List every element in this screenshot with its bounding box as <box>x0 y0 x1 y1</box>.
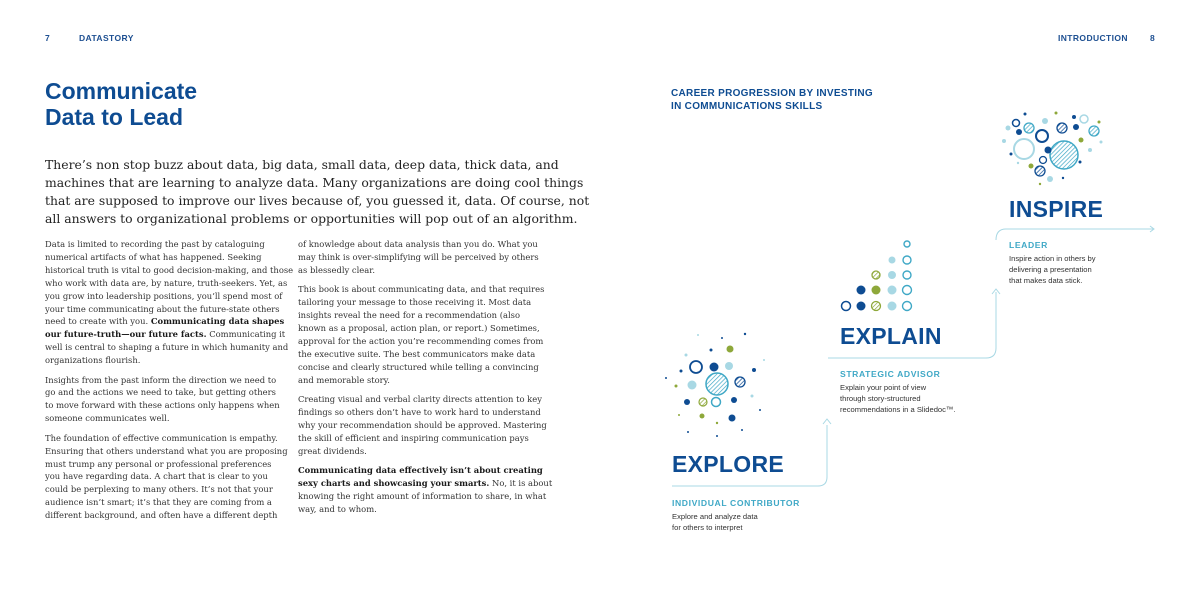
bold-statement: sexy charts and showcasing your smarts. <box>298 477 490 488</box>
dot <box>759 409 761 411</box>
body-line: The foundation of effective communication is empathy. <box>45 432 278 443</box>
body-line: concise and clearly structured while telling a convincing <box>298 361 539 372</box>
body-line: audience isn’t smart; it’s that they are coming from a <box>45 497 272 508</box>
dot <box>752 368 756 372</box>
body-line: why your recommendation should be approved. Mastering <box>298 419 547 430</box>
description-line: that makes data stick. <box>1009 276 1083 285</box>
body-line: historical truth is vital to good decision-making, and those <box>45 264 294 275</box>
body-line: Creating visual and verbal clarity directs attention to key <box>298 393 542 404</box>
title-line: Communicate <box>45 78 198 104</box>
explore-description <box>672 511 758 533</box>
dot <box>842 302 851 311</box>
body-line: as blessedly clear. <box>298 264 375 275</box>
dot <box>678 414 680 416</box>
inspire-description <box>1009 253 1096 286</box>
dot <box>1039 183 1041 185</box>
body-line: you have regarding data. A chart that is clear to you <box>45 471 268 482</box>
body-text: need to create with you. <box>45 316 149 327</box>
dot <box>1024 123 1034 133</box>
dot <box>872 302 881 311</box>
body-line: must trump any personal or professional preferences <box>45 458 272 469</box>
inspire-role: LEADER <box>1009 240 1048 250</box>
body-line: approval for the action you’re recommending comes from <box>298 335 544 346</box>
body-line: way, and to whom. <box>298 503 377 514</box>
dot <box>1010 153 1013 156</box>
career-title-line: CAREER PROGRESSION BY INVESTING <box>671 88 873 99</box>
bold-statement: Communicating data effectively isn’t about creating <box>298 465 543 475</box>
dot <box>903 271 911 279</box>
arrow-up-1 <box>823 419 831 424</box>
body-line: Ensuring that others understand what you are proposing <box>45 445 288 456</box>
dot <box>1006 126 1011 131</box>
body-text: Communicating it <box>209 329 286 340</box>
dot <box>1017 162 1019 164</box>
dot <box>1024 113 1027 116</box>
intro-line: There’s non stop buzz about data, big data, small data, deep data, thick data, and <box>45 157 559 172</box>
description-line: delivering a presentation <box>1009 265 1092 274</box>
dot <box>1100 141 1103 144</box>
title-line: Data to Lead <box>45 104 184 130</box>
dot <box>690 361 702 373</box>
dot <box>1057 123 1067 133</box>
dot <box>725 362 733 370</box>
dot <box>1016 129 1022 135</box>
dot <box>872 286 881 295</box>
body-line: and memorable story. <box>298 374 390 385</box>
right-section-label: INTRODUCTION <box>1058 33 1128 43</box>
dot <box>685 354 688 357</box>
inspire-dot-cluster <box>1002 112 1103 186</box>
body-line: the executive suite. The best communicators make data <box>298 348 536 359</box>
intro-line: all answers to organizational problems or opportunities will pop out of an algorithm. <box>45 211 578 226</box>
dot <box>857 302 866 311</box>
dot <box>716 422 718 424</box>
body-line: of knowledge about data analysis than you do. What you <box>298 239 538 249</box>
body-line: Insights from the past inform the direction we need to <box>45 374 277 385</box>
body-line: insights reveal the need for a recommendation (also <box>298 310 520 321</box>
left-section-label: DATASTORY <box>79 33 134 43</box>
explore-role: INDIVIDUAL CONTRIBUTOR <box>672 498 800 508</box>
description-line: for others to interpret <box>672 523 743 532</box>
dot <box>1045 147 1052 154</box>
dot <box>888 286 897 295</box>
body-line: organizations flourish. <box>45 355 141 366</box>
body-text: No, it is about <box>491 477 553 488</box>
bold-statement: our future-truth—our future facts. <box>45 329 207 340</box>
dot <box>727 346 734 353</box>
body-line: well is central to shaping a future in which humanity and <box>45 342 289 353</box>
bold-statement: Communicating data shapes <box>150 316 285 327</box>
description-line: Explain your point of view <box>840 383 927 392</box>
dot <box>1040 157 1047 164</box>
dot <box>1073 124 1079 130</box>
explain-dot-cluster <box>842 241 912 311</box>
body-line: go and the actions we need to take, but getting others <box>45 387 276 398</box>
dot <box>1035 166 1045 176</box>
body-line: great dividends. <box>298 445 367 456</box>
dot <box>665 377 667 379</box>
body-line: the skill of efficient and inspiring communication pays <box>298 432 529 443</box>
body-line: who work with data are, by nature, truth-seekers. Yet, as <box>45 277 288 288</box>
dot <box>872 271 880 279</box>
dot <box>903 286 912 295</box>
dot <box>1014 139 1034 159</box>
dot <box>700 414 705 419</box>
inspire-heading: INSPIRE <box>1009 196 1104 222</box>
body-line: may think is over-simplifying will be perceived by others <box>298 251 539 262</box>
left-page-number: 7 <box>45 33 51 43</box>
explore-heading: EXPLORE <box>672 451 785 477</box>
body-line: your time communicating about the future-state others <box>45 303 280 314</box>
body-line: someone communicates well. <box>45 413 170 424</box>
dot <box>729 415 736 422</box>
dot <box>721 337 723 339</box>
dot <box>763 359 765 361</box>
dot <box>903 302 912 311</box>
body-line: you grow into leadership positions, you’ll spend most of <box>45 290 283 301</box>
dot <box>1072 115 1076 119</box>
explore-dot-cluster <box>665 333 765 437</box>
dot <box>888 302 897 311</box>
dot <box>889 257 896 264</box>
description-line: Explore and analyze data <box>672 512 758 521</box>
dot <box>744 333 746 335</box>
intro-line: machines that are learning to analyze data. Many organizations are doing cool things <box>45 175 584 190</box>
dot <box>1098 121 1101 124</box>
body-line: findings so others don’t have to work hard to understand <box>298 406 541 417</box>
dot <box>716 435 718 437</box>
body-line: tailoring your message to those receiving it. Most data <box>298 297 532 308</box>
right-page-number: 8 <box>1150 33 1156 43</box>
explain-role: STRATEGIC ADVISOR <box>840 369 941 379</box>
body-line: numerical artifacts of what has happened. Seeking <box>45 251 262 262</box>
dot <box>731 397 737 403</box>
dot <box>1079 138 1084 143</box>
dot <box>1089 126 1099 136</box>
dot <box>1047 176 1053 182</box>
dot <box>1029 164 1034 169</box>
dot <box>706 373 728 395</box>
dot <box>1036 130 1048 142</box>
explain-heading: EXPLAIN <box>840 323 942 349</box>
dot <box>857 286 866 295</box>
explain-description <box>840 382 956 415</box>
dot <box>680 370 683 373</box>
dot <box>684 399 690 405</box>
dot <box>1055 112 1058 115</box>
dot <box>687 431 689 433</box>
body-line: This book is about communicating data, and that requires <box>298 284 545 295</box>
description-line: through story-structured <box>840 394 921 403</box>
dot <box>1050 141 1078 169</box>
dot <box>888 271 896 279</box>
dot <box>751 395 754 398</box>
dot <box>688 381 697 390</box>
dot <box>710 349 713 352</box>
career-title-line: IN COMMUNICATIONS SKILLS <box>671 100 823 112</box>
description-line: Inspire action in others by <box>1009 254 1096 263</box>
intro-line: that are supposed to improve our lives because of, you guessed it, data. Of course, not <box>45 193 590 208</box>
body-line: Data is limited to recording the past by cataloguing <box>45 239 265 249</box>
dot <box>1088 148 1092 152</box>
body-line: to move forward with these actions only happens when <box>45 400 280 411</box>
body-line: different background, and often have a different depth <box>45 510 278 521</box>
dot <box>1080 115 1088 123</box>
dot <box>741 429 743 431</box>
dot <box>904 241 910 247</box>
inspire-baseline <box>996 229 1153 240</box>
body-line: could be perplexing to many others. It’s not that your <box>45 484 273 495</box>
dot <box>1079 161 1082 164</box>
dot <box>903 256 911 264</box>
body-line: knowing the right amount of information to share, in what <box>298 490 547 501</box>
dot <box>1002 139 1006 143</box>
dot <box>699 398 707 406</box>
body-line: known as a proposal, action plan, or report.) Sometimes, <box>298 322 540 333</box>
dot <box>735 377 745 387</box>
dot <box>1062 177 1064 179</box>
dot <box>675 385 678 388</box>
dot <box>697 334 699 336</box>
dot <box>712 398 721 407</box>
dot <box>1042 118 1048 124</box>
dot <box>1013 120 1020 127</box>
description-line: recommendations in a Slidedoc™. <box>840 405 956 414</box>
dot <box>710 363 719 372</box>
